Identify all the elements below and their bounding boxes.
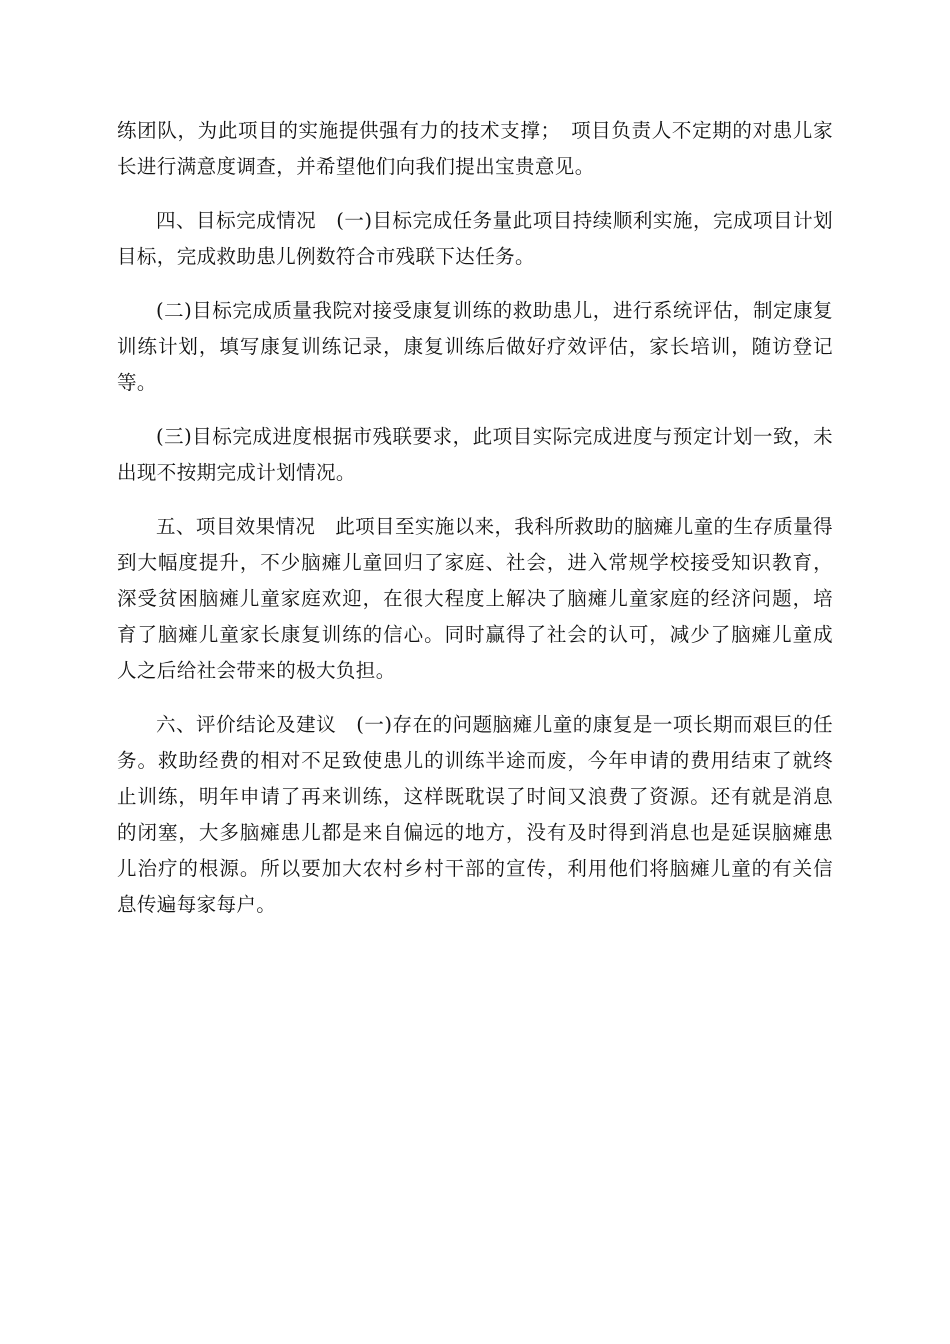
- paragraph-goal-quality: (二)目标完成质量我院对接受康复训练的救助患儿，进行系统评估，制定康复训练计划，填写康复训练记录，康复训练后做好疗效评估，家长培训，随访登记等。: [117, 299, 833, 394]
- paragraph-goal-quantity: 四、目标完成情况 (一)目标完成任务量此项目持续顺利实施，完成项目计划目标，完成救助患儿例数符合市残联下达任务。: [117, 209, 833, 268]
- paragraph-conclusion-suggestions: 六、评价结论及建议 (一)存在的问题脑瘫儿童的康复是一项长期而艰巨的任务。救助经费的相对不足致使患儿的训练半途而废，今年申请的费用结束了就终止训练，明年申请了再来训练，这样既耽误了时间又浪费了资源。还有就是消息的闭塞，大多脑瘫患儿都是来自偏远的地方，没有及时得到消息也是延误脑瘫患儿治疗的根源。所以要加大农村乡村干部的宣传，利用他们将脑瘫儿童的有关信息传遍每家每户。: [117, 713, 833, 916]
- paragraph-goal-progress: (三)目标完成进度根据市残联要求，此项目实际完成进度与预定计划一致，未出现不按期完成计划情况。: [117, 425, 833, 484]
- paragraph-team-support: 练团队，为此项目的实施提供强有力的技术支撑； 项目负责人不定期的对患儿家长进行满意度调查，并希望他们向我们提出宝贵意见。: [117, 119, 833, 178]
- paragraph-project-effect: 五、项目效果情况 此项目至实施以来，我科所救助的脑瘫儿童的生存质量得到大幅度提升，不少脑瘫儿童回归了家庭、社会，进入常规学校接受知识教育，深受贫困脑瘫儿童家庭欢迎，在很大程度上解决了脑瘫儿童家庭的经济问题，培育了脑瘫儿童家长康复训练的信心。同时赢得了社会的认可，减少了脑瘫儿童成人之后给社会带来的极大负担。: [117, 515, 833, 682]
- document-body: [117, 113, 833, 941]
